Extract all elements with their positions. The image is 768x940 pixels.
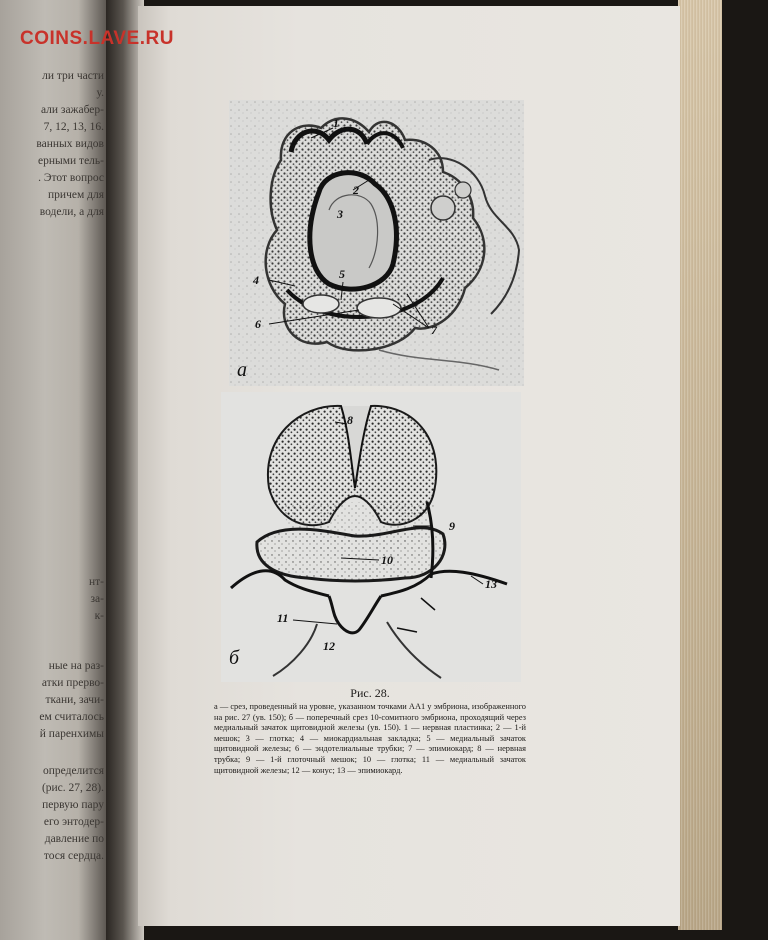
left-page-line: ные на раз- (48, 660, 104, 672)
left-page-line: давление по (44, 833, 104, 845)
label-a-5: 5 (339, 267, 345, 281)
left-page-line: ванных видов (36, 138, 104, 150)
left-page (0, 0, 112, 940)
label-b-10: 10 (381, 553, 393, 567)
label-a-3: 3 (337, 207, 343, 221)
label-b-8: 8 (347, 413, 353, 427)
panel-a-letter: а (237, 359, 247, 381)
left-page-line: (рис. 27, 28). (41, 782, 104, 794)
left-page-line: тося сердца. (43, 850, 104, 862)
label-a-6: 6 (255, 317, 261, 331)
left-page-line: его энтодер- (43, 816, 104, 828)
micrograph-b-illustration (221, 392, 521, 682)
left-page-line: причем для (48, 189, 104, 201)
left-page-line: 7, 12, 13, 16. (43, 121, 104, 133)
page-edges (678, 0, 722, 930)
micrograph-a-illustration (229, 100, 524, 386)
label-a-7: 7 (431, 323, 437, 337)
left-page-line: водели, а для (39, 206, 104, 218)
left-page-line: ерными тель- (38, 155, 104, 167)
micrograph-panel-a (229, 100, 524, 386)
watermark: COINS.LAVE.RU (20, 28, 174, 49)
left-page-line: определится (42, 765, 104, 777)
panel-b-letter: б (229, 647, 240, 669)
figure-caption: а — срез, проведенный на уровне, указанном точками АА1 у эмбриона, изображенного на рис. 27 (ув. 150); б — поперечный срез 10-сомитного эмбриона, проходящий через медиальный зачаток щитовидной железы (ув. 150). 1 — нервная пластинка; 2 — 1-й мешок; 3 — глотка; 4 — миокардиальная закладка; 5 — медиальный зачаток щитовидной железы; 6 — эндотелиальные трубки; 7 — эпимиокард; 8 — нервная трубка; 9 — 1-й глоточный мешок; 10 — глотка; 11 — медиальный зачаток щитовидной железы; 12 — конус; 13 — эпимиокард. (214, 702, 526, 775)
left-page-line: ткани, зачи- (45, 694, 104, 706)
label-b-11: 11 (277, 611, 289, 625)
left-page-line: первую пару (42, 799, 104, 811)
label-b-12: 12 (323, 639, 335, 653)
left-page-line: у. (96, 87, 104, 99)
left-page-line: й паренхимы (39, 728, 104, 740)
label-a-4: 4 (253, 273, 259, 287)
left-page-line: за- (90, 593, 104, 605)
label-b-9: 9 (449, 519, 455, 533)
label-a-2: 2 (353, 183, 359, 197)
label-a-1: 1 (333, 116, 339, 130)
label-b-13: 13 (485, 577, 497, 591)
left-page-line: ем считалось (39, 711, 104, 723)
figure-title: Рис. 28. (350, 686, 390, 700)
left-page-line: к- (94, 610, 104, 622)
micrograph-panel-b (221, 392, 521, 682)
left-page-line: нт- (88, 576, 104, 588)
left-page-line: али зажабер- (40, 104, 104, 116)
left-page-line: . Этот вопрос (38, 172, 104, 184)
left-page-line: атки прерво- (41, 677, 104, 689)
left-page-line: ли три части (42, 70, 104, 82)
